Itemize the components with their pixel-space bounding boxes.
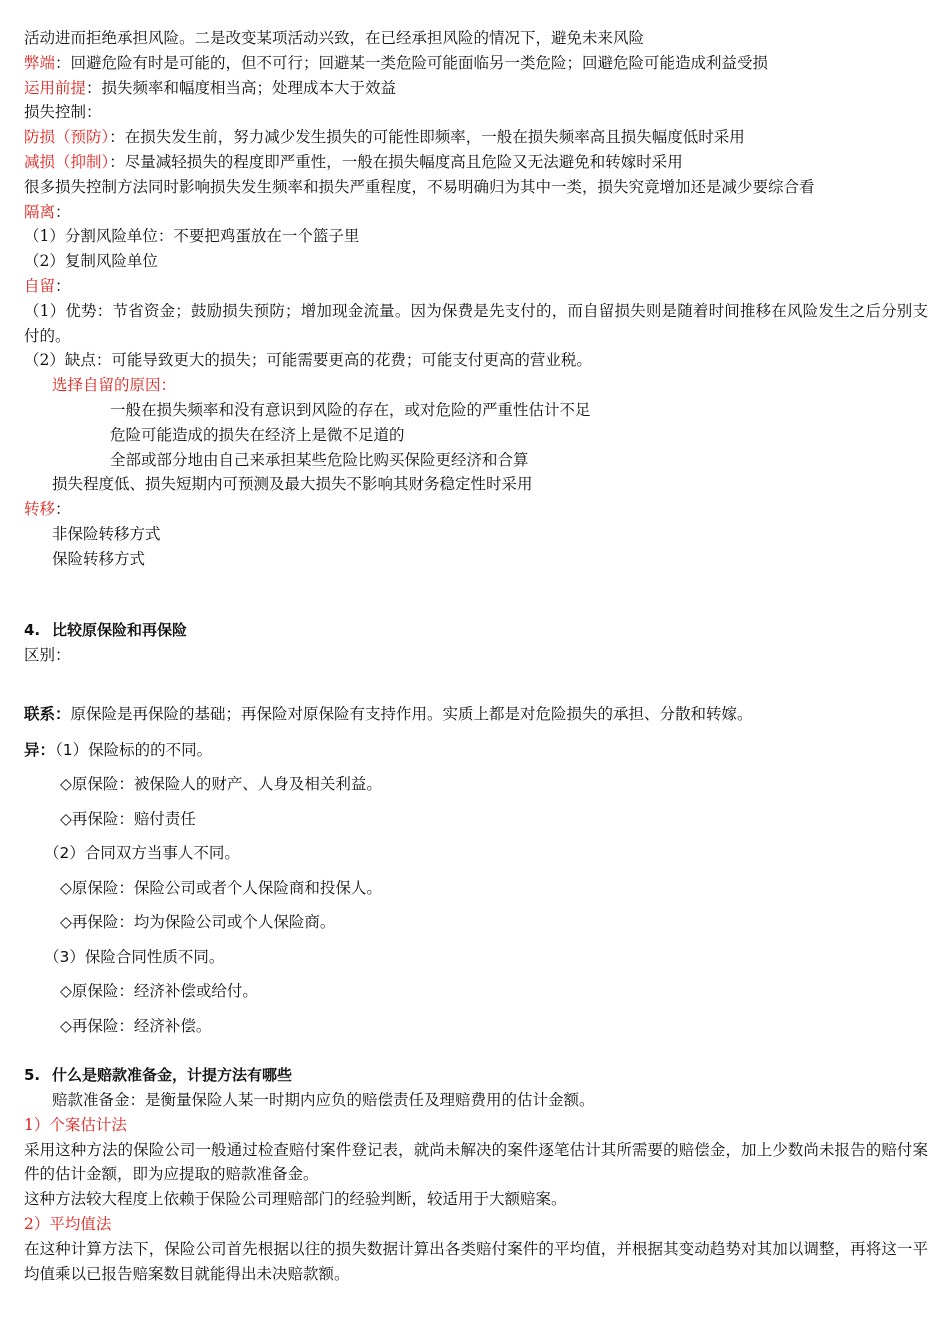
drawback-label: 弊端: [24, 53, 56, 72]
isolation-item-1: （1）分割风险单位：不要把鸡蛋放在一个篮子里: [24, 227, 360, 246]
method-1-heading: 1）个案估计法: [24, 1115, 127, 1134]
retention-reasons-heading: 选择自留的原因：: [52, 376, 177, 395]
retention-reason-1: 一般在损失频率和没有意识到风险的存在，或对危险的严重性估计不足: [110, 400, 591, 419]
colon: ：: [55, 202, 71, 221]
drawback-text: ：回避危险有时是可能的，但不可行；回避某一类危险可能面临另一类危险；回避危险可能造成利益受损: [55, 53, 769, 72]
isolation-heading: [24, 200, 928, 225]
retention-advantages: （1）优势：节省资金；鼓励损失预防；增加现金流量。因为保费是先支付的，而自留损失则是随着时间推移在风险发生之后分别支付的。: [24, 301, 928, 345]
section-4-title: 比较原保险和再保险: [52, 621, 188, 640]
precondition-line: [24, 76, 928, 101]
difference-point-1-title: （1）保险标的的不同。: [55, 740, 213, 759]
point-3-reinsurance: ◇再保险：经济补偿。: [60, 1016, 212, 1035]
link-text-essence: 实质上都是对危险损失的承担、分散和转嫁。: [442, 704, 753, 723]
point-1-reinsurance-prefix: ◇再保险：: [60, 809, 134, 828]
section-4-number: 4.: [24, 621, 41, 640]
section-5-title: 什么是赔款准备金，计提方法有哪些: [52, 1066, 293, 1085]
transfer-heading: [24, 497, 928, 522]
retention-usage: 损失程度低、损失短期内可预测及最大损失不影响其财务稳定性时采用: [52, 475, 533, 494]
method-1-note: 这种方法较大程度上依赖于保险公司理赔部门的经验判断，较适用于大额赔案。: [24, 1190, 567, 1209]
transfer-item-1: 非保险转移方式: [52, 524, 161, 543]
section-5-number: 5.: [24, 1066, 41, 1085]
colon: ：: [55, 500, 71, 519]
drawback-line: [24, 51, 928, 76]
retention-reason-3: 全部或部分地由自己来承担某些危险比购买保险更经济和合算: [110, 450, 529, 469]
claim-reserve-definition: 赔款准备金：是衡量保险人某一时期内应负的赔偿责任及理赔费用的估计金额。: [52, 1091, 595, 1110]
prevention-label: 防损（预防）: [24, 128, 110, 147]
method-2-heading: 2）平均值法: [24, 1215, 112, 1233]
point-1-reinsurance: [24, 802, 928, 837]
point-1-original: ◇原保险：被保险人的财产、人身及相关利益。: [60, 775, 382, 794]
retention-disadvantages: （2）缺点：可能导致更大的损失；可能需要更高的花费；可能支付更高的营业税。: [24, 351, 592, 370]
transfer-label: 转移: [24, 500, 56, 519]
reduction-line: [24, 150, 928, 175]
difference-point-1: [24, 733, 928, 768]
difference-point-3-title: （3）保险合同性质不同。: [44, 947, 225, 966]
reduction-label: 减损（抑制）: [24, 152, 110, 171]
retention-label: 自留: [24, 276, 56, 295]
colon: ：: [55, 276, 71, 295]
point-3-original: ◇原保险：经济补偿或给付。: [60, 982, 258, 1001]
link-text: 原保险是再保险的基础；再保险对原保险有支持作用。: [70, 704, 443, 723]
precondition-text: ：损失频率和幅度相当高；处理成本大于效益: [86, 78, 397, 97]
retention-heading: [24, 274, 928, 299]
isolation-label: 隔离: [24, 202, 56, 221]
reduction-text: ：尽量减轻损失的程度即严重性，一般在损失幅度高且危险又无法避免和转嫁时采用: [109, 152, 683, 171]
isolation-item-2: （2）复制风险单位: [24, 252, 158, 271]
prevention-line: [24, 125, 928, 150]
section-5-heading: [24, 1063, 928, 1088]
transfer-item-2: 保险转移方式: [52, 549, 146, 568]
loss-control-heading: 损失控制：: [24, 103, 102, 122]
method-1-description: 采用这种方法的保险公司一般通过检查赔付案件登记表，就尚未解决的案件逐笔估计其所需要的赔偿金，加上少数尚未报告的赔付案件的估计金额，即为应提取的赔款准备金。: [24, 1140, 928, 1184]
point-2-reinsurance: ◇再保险：均为保险公司或个人保险商。: [60, 913, 336, 932]
difference-point-2-title: （2）合同双方当事人不同。: [44, 844, 240, 863]
precondition-label: 运用前提: [24, 78, 87, 97]
prevention-text: ：在损失发生前，努力减少发生损失的可能性即频率，一般在损失频率高且损失幅度低时采用: [109, 128, 745, 147]
avoid-text-line: 活动进而拒绝承担风险。二是改变某项活动兴致，在已经承担风险的情况下，避免未来风险: [24, 29, 645, 47]
difference-label-yi: 异：: [24, 740, 56, 759]
method-2-description: 在这种计算方法下，保险公司首先根据以往的损失数据计算出各类赔付案件的平均值，并根据其变动趋势对其加以调整，再将这一平均值乘以已报告赔案数目就能得出未决赔款额。: [24, 1239, 928, 1283]
loss-control-note: 很多损失控制方法同时影响损失发生频率和损失严重程度，不易明确归为其中一类，损失究竟增加还是减少要综合看: [24, 177, 815, 196]
point-1-reinsurance-text: 赔付责任: [133, 809, 196, 828]
document-page: [24, 26, 928, 1286]
link-line: [24, 702, 928, 727]
link-label: 联系：: [24, 704, 71, 723]
retention-reason-2: 危险可能造成的损失在经济上是微不足道的: [110, 425, 405, 444]
point-2-original: ◇原保险：保险公司或者个人保险商和投保人。: [60, 878, 382, 897]
difference-label: 区别：: [24, 646, 71, 665]
section-4-heading: [24, 618, 928, 643]
